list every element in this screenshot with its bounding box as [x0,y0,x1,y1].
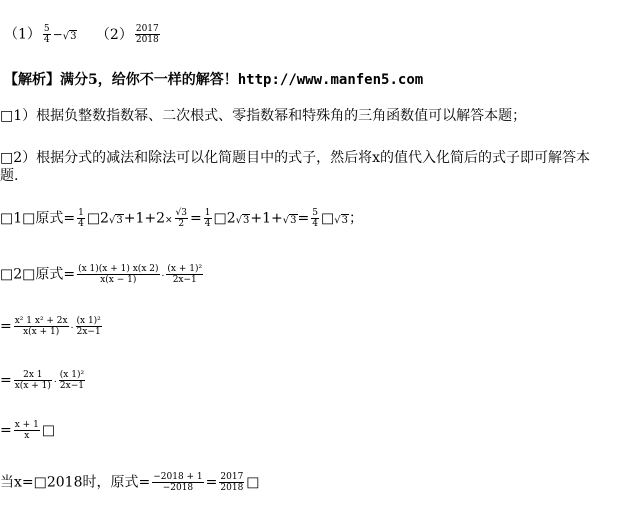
analysis-header [4,72,423,88]
sqrt-symbol: √3 [62,30,77,42]
solution-2-step-2: = $\frac{\text{x² 1 x² + 2x}}{x(x + 1)}$ · $\frac{\text{(x 1)²}}{2x-1}$ [0,316,101,337]
solution-2-step-4: = $\frac{x + 1}{x}$ □ [0,420,56,441]
fraction: $\frac{\text{(x + 1)²}}{2x-1}$ [167,264,203,285]
fraction: $\frac{x + 1}{x}$ [14,420,39,441]
fraction: $\frac{5}{4}$ [312,208,318,229]
header-label: 【解析】满分5，给你不一样的解答！ [4,72,238,88]
fraction: $\frac{-2018 + 1}{-2018}$ [153,472,203,493]
analysis-line-2a: □2）根据分式的减法和除法可以化简题目中的式子，然后将x的值代入化简后的式子即可解答本 [0,150,591,166]
header-url[interactable]: http://www.manfen5.com [237,72,424,88]
fraction: $\frac{1}{4}$ [204,208,211,229]
final-prefix: 当x=□2018时，原式= [0,474,151,491]
sqrt-symbol: √3 [108,214,123,226]
minus-sign: − [52,27,63,42]
fraction: $\frac{\text{(x 1)²}}{2x-1}$ [76,316,101,337]
fraction: $\frac{√3}{2}$ [175,208,188,229]
answer-part2-fraction: $\frac{2017}{2018}$ [135,24,159,45]
fraction: $\frac{1}{4}$ [78,208,84,229]
fraction: $\frac{(x 1)(x + 1) x(x 2)}{x(x - 1)}$ [78,264,159,285]
final-line: 当x=□2018时，原式= $\frac{-2018 + 1}{-2018}$ = $\frac{2017}{2018}$ □ [0,472,260,493]
analysis-line-1: □1）根据负整数指数幂、二次根式、零指数幂和特殊角的三角函数值可以解答本题； [0,108,527,124]
solution-1-prefix: □1□原式= [0,210,76,227]
answer-line [4,24,162,45]
answer-part2-label: （2） [95,26,133,43]
answer-part1-fraction: $\frac{5}{4}$ [43,24,50,45]
solution-2-prefix: □2□原式= [0,266,76,283]
solution-2-step-1: □2□原式= $\frac{(x 1)(x + 1) x(x 2)}{x(x - 1)}$ · $\frac{\text{(x + 1)²}}{2x-1}$ [0,264,203,285]
fraction: $\frac{2x 1}{x(x + 1)}$ [14,370,51,391]
sqrt-symbol: √3 [282,214,297,226]
sqrt-symbol: √3 [334,214,348,226]
solution-1-line: □1□原式= $\frac{1}{4}$ □2√3+1+2× $\frac{√3}{2}$ = $\frac{1}{4}$ □2√3+1+√3= $\frac{5}{4}$ □√3； [0,208,363,229]
fraction: $\frac{2017}{2018}$ [220,472,244,493]
answer-part1-label: （1） [4,26,41,43]
fraction: $\frac{\text{(x 1)²}}{2x-1}$ [59,370,85,391]
solution-2-step-3: = $\frac{2x 1}{x(x + 1)}$ · $\frac{\text{(x 1)²}}{2x-1}$ [0,370,85,391]
analysis-line-2b: 题. [0,168,19,184]
fraction: $\frac{\text{x² 1 x² + 2x}}{x(x + 1)}$ [14,316,68,337]
sqrt-symbol: √3 [235,214,250,226]
